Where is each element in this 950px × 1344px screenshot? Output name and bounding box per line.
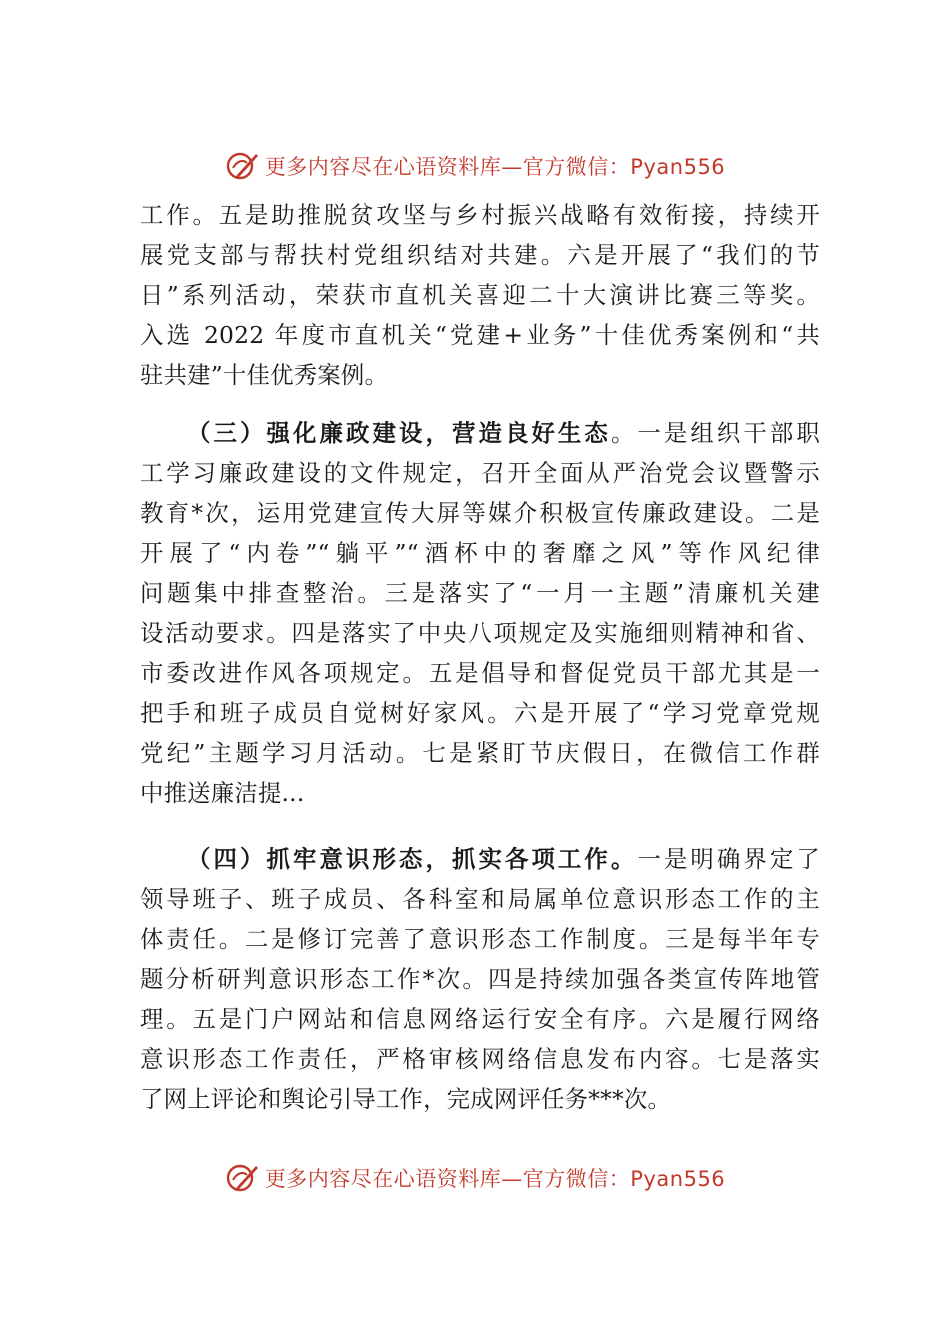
section-3-heading: （三）强化廉政建设，营造良好生态	[187, 419, 611, 447]
section-4-heading: （四）抓牢意识形态，抓实各项工作。	[187, 845, 638, 873]
paragraph-line: 问题集中排查整治。三是落实了“一月一主题”清廉机关建	[140, 579, 820, 607]
paragraph-line: 工作。五是助推脱贫攻坚与乡村振兴战略有效衔接，持续开	[140, 201, 820, 229]
paragraph-line: 设活动要求。四是落实了中央八项规定及实施细则精神和省、	[140, 619, 820, 647]
paragraph-line: 把手和班子成员自觉树好家风。六是开展了“学习党章党规	[140, 699, 820, 727]
watermark-banner-bottom	[0, 1156, 950, 1200]
paragraph-line: 工学习廉政建设的文件规定，召开全面从严治党会议暨警示	[140, 459, 820, 487]
watermark-text: 更多内容尽在心语资料库—官方微信：Pyan556	[264, 155, 726, 179]
paragraph-line: 体责任。二是修订完善了意识形态工作制度。三是每半年专	[140, 925, 820, 953]
paragraph-line: 中推送廉洁提...	[140, 779, 305, 807]
paragraph-line: 领导班子、班子成员、各科室和局属单位意识形态工作的主	[140, 885, 820, 913]
section-4-first-line-text: 一是明确界定了	[637, 845, 821, 873]
paragraph-line: 教育*次，运用党建宣传大屏等媒介积极宣传廉政建设。二是	[140, 499, 820, 527]
paragraph-line: 入选 2022 年度市直机关“党建+业务”十佳优秀案例和“共	[140, 321, 820, 349]
paragraph-line: 了网上评论和舆论引导工作，完成网评任务***次。	[140, 1085, 672, 1113]
paragraph-line: 理。五是门户网站和信息网络运行安全有序。六是履行网络	[140, 1005, 820, 1033]
section-3-first-line-text: 。一是组织干部职	[610, 419, 820, 447]
section-4-first-line	[187, 839, 820, 879]
pen-logo-icon	[225, 1161, 259, 1195]
section-3-first-line	[187, 413, 820, 453]
watermark-banner-top	[0, 144, 950, 188]
paragraph-line: 开展了“内卷”“躺平”“酒杯中的奢靡之风”等作风纪律	[140, 539, 820, 567]
paragraph-line: 日”系列活动，荣获市直机关喜迎二十大演讲比赛三等奖。	[140, 281, 820, 309]
watermark-text: 更多内容尽在心语资料库—官方微信：Pyan556	[264, 1167, 726, 1191]
paragraph-line: 题分析研判意识形态工作*次。四是持续加强各类宣传阵地管	[140, 965, 820, 993]
paragraph-line: 党纪”主题学习月活动。七是紧盯节庆假日，在微信工作群	[140, 739, 820, 767]
paragraph-line: 驻共建”十佳优秀案例。	[140, 361, 389, 389]
paragraph-line: 展党支部与帮扶村党组织结对共建。六是开展了“我们的节	[140, 241, 820, 269]
paragraph-line: 意识形态工作责任，严格审核网络信息发布内容。七是落实	[140, 1045, 820, 1073]
paragraph-line: 市委改进作风各项规定。五是倡导和督促党员干部尤其是一	[140, 659, 820, 687]
pen-logo-icon	[225, 149, 259, 183]
